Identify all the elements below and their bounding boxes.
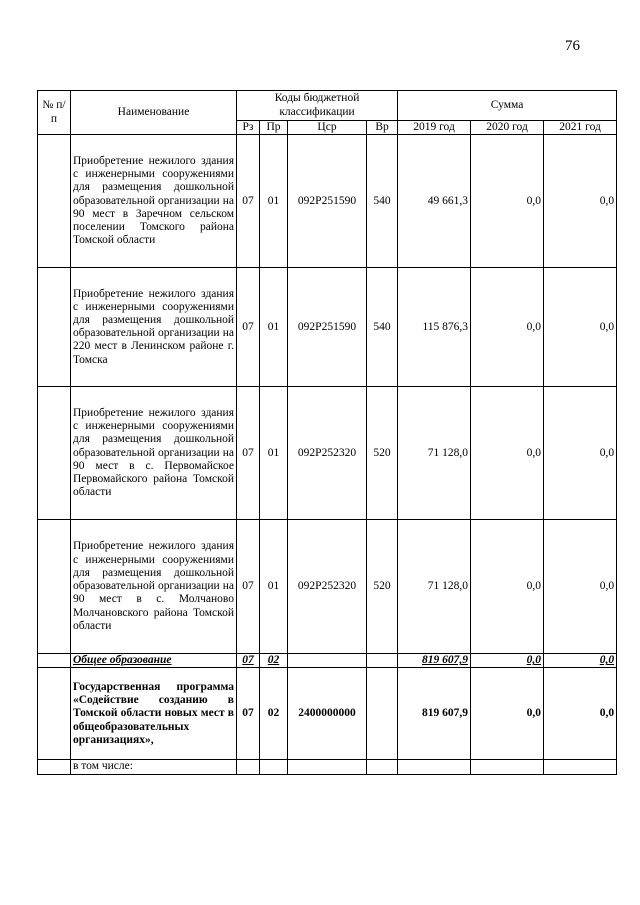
header-row	[38, 91, 617, 121]
col-pr-header: Пр	[260, 121, 288, 135]
table-row	[38, 387, 617, 520]
table-row	[38, 268, 617, 387]
section-title: Общее образование	[73, 654, 172, 667]
row-rz: 07	[237, 135, 260, 268]
row-pr: 01	[260, 268, 288, 387]
row-name: Приобретение нежилого здания с инженерными сооружениями для размещения дошкольной образовательной организации на 90 мест в с. Молчаново Молчановского района Томской области	[71, 520, 237, 654]
row-num	[38, 668, 71, 760]
row-2021: 0,0	[544, 520, 617, 654]
row-csr: 092P252320	[288, 520, 367, 654]
row-2021: 0,0	[544, 268, 617, 387]
row-vr: 520	[367, 387, 398, 520]
col-2020-header: 2020 год	[471, 121, 544, 135]
row-2020	[471, 760, 544, 774]
row-2020: 0,0	[471, 668, 544, 760]
row-num	[38, 135, 71, 268]
row-rz: 07	[237, 668, 260, 760]
row-2020: 0,0	[471, 387, 544, 520]
section-pr: 02	[267, 654, 280, 667]
col-2021-header: 2021 год	[544, 121, 617, 135]
col-num-header: № п/п	[38, 91, 71, 135]
row-num	[38, 520, 71, 654]
section-2019: 819 607,9	[422, 654, 469, 667]
row-2021: 0,0	[544, 135, 617, 268]
row-2019: 71 128,0	[398, 520, 471, 654]
row-pr: 02	[260, 668, 288, 760]
row-2021: 0,0	[544, 668, 617, 760]
row-pr: 01	[260, 387, 288, 520]
row-vr: 540	[367, 268, 398, 387]
row-2019: 115 876,3	[398, 268, 471, 387]
row-pr	[260, 654, 288, 668]
row-pr: 01	[260, 135, 288, 268]
row-2019: 49 661,3	[398, 135, 471, 268]
row-csr: 092P251590	[288, 135, 367, 268]
row-rz	[237, 760, 260, 774]
row-name: Государственная программа «Содействие созданию в Томской области новых мест в общеобразовательных организациях»,	[71, 668, 237, 760]
col-csr-header: Цср	[288, 121, 367, 135]
col-vr-header: Вр	[367, 121, 398, 135]
row-name: Приобретение нежилого здания с инженерными сооружениями для размещения дошкольной образовательной организации на 90 мест в Заречном сельском поселении Томского района Томской области	[71, 135, 237, 268]
row-2020: 0,0	[471, 520, 544, 654]
table-row	[38, 135, 617, 268]
row-vr	[367, 668, 398, 760]
row-num	[38, 760, 71, 774]
table-row	[38, 520, 617, 654]
col-sum-header: Сумма	[398, 91, 617, 121]
row-num	[38, 387, 71, 520]
budget-table	[37, 90, 617, 775]
row-2019	[398, 654, 471, 668]
row-vr: 540	[367, 135, 398, 268]
row-vr	[367, 654, 398, 668]
row-2019: 819 607,9	[398, 668, 471, 760]
row-name	[71, 654, 237, 668]
section-rz: 07	[242, 654, 254, 667]
table-row	[38, 760, 617, 774]
row-2021: 0,0	[544, 387, 617, 520]
col-name-header: Наименование	[71, 91, 237, 135]
section-2021: 0,0	[599, 654, 615, 667]
row-2020: 0,0	[471, 268, 544, 387]
row-csr: 2400000000	[288, 668, 367, 760]
row-2020	[471, 654, 544, 668]
row-2020: 0,0	[471, 135, 544, 268]
row-2019: 71 128,0	[398, 387, 471, 520]
row-csr	[288, 760, 367, 774]
row-2019	[398, 760, 471, 774]
row-pr	[260, 760, 288, 774]
col-rz-header: Рз	[237, 121, 260, 135]
row-csr: 092P252320	[288, 387, 367, 520]
row-rz: 07	[237, 387, 260, 520]
row-csr	[288, 654, 367, 668]
row-pr: 01	[260, 520, 288, 654]
row-2021	[544, 654, 617, 668]
row-num	[38, 268, 71, 387]
col-codes-header: Коды бюджетной классификации	[237, 91, 398, 121]
row-vr	[367, 760, 398, 774]
row-vr: 520	[367, 520, 398, 654]
row-rz: 07	[237, 268, 260, 387]
section-2020: 0,0	[526, 654, 542, 667]
row-num	[38, 654, 71, 668]
table-row-program	[38, 668, 617, 760]
page-number: 76	[565, 38, 580, 54]
row-name: Приобретение нежилого здания с инженерными сооружениями для размещения дошкольной образовательной организации на 90 мест в с. Первомайское Первомайского района Томской области	[71, 387, 237, 520]
row-csr: 092P251590	[288, 268, 367, 387]
row-rz	[237, 654, 260, 668]
row-name: Приобретение нежилого здания с инженерными сооружениями для размещения дошкольной образовательной организации на 220 мест в Ленинском районе г. Томска	[71, 268, 237, 387]
row-2021	[544, 760, 617, 774]
row-rz: 07	[237, 520, 260, 654]
row-name: в том числе:	[71, 760, 237, 774]
table-row-section	[38, 654, 617, 668]
col-2019-header: 2019 год	[398, 121, 471, 135]
